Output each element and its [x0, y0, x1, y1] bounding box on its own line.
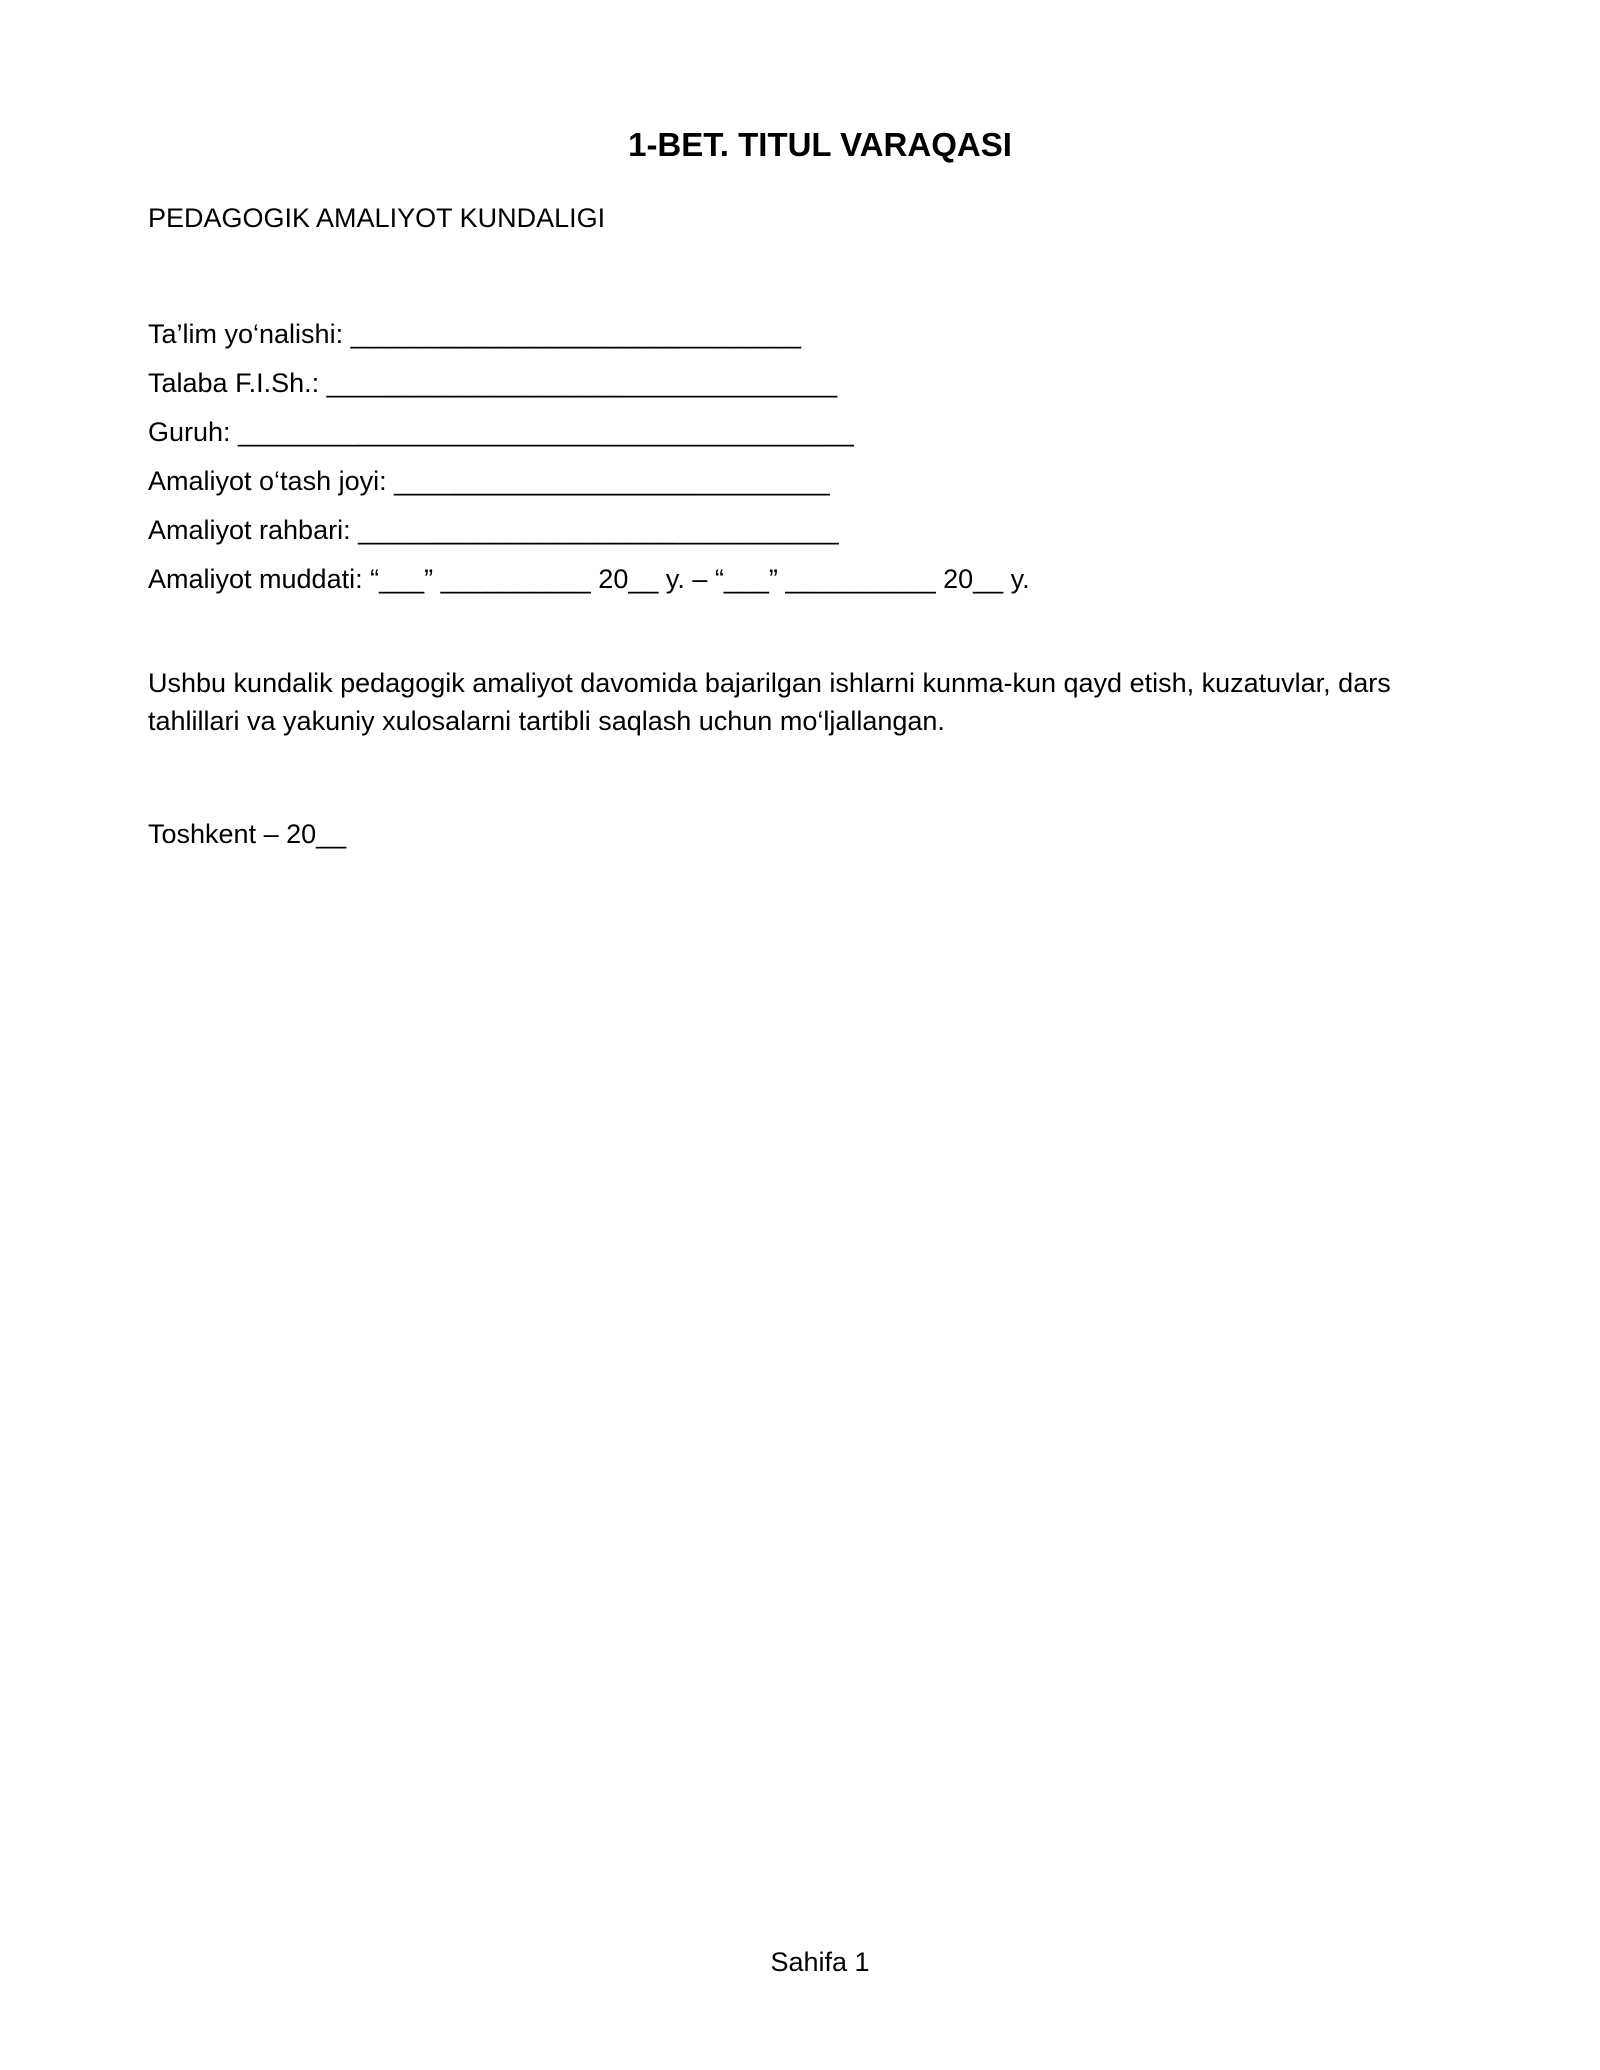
- field-label: Amaliyot muddati:: [148, 564, 363, 594]
- field-label: Amaliyot rahbari:: [148, 515, 351, 545]
- field-label: Guruh:: [148, 417, 231, 447]
- field-education-direction: [148, 310, 1468, 359]
- title-fields: [148, 310, 1468, 604]
- place-year: Toshkent – 20__: [148, 819, 347, 849]
- field-label: Ta’lim yo‘nalishi:: [148, 319, 344, 349]
- document-subtitle: PEDAGOGIK AMALIYOT KUNDALIGI: [148, 203, 606, 233]
- intro-paragraph: Ushbu kundalik pedagogik amaliyot davomida bajarilgan ishlarni kunma-kun qayd etish, kuzatuvlar, dars tahlillari va yakuniy xulosalarni tartibli saqlash uchun mo‘ljallangan.: [148, 668, 1391, 736]
- field-label: Amaliyot o‘tash joyi:: [148, 466, 387, 496]
- page-number: Sahifa 1: [770, 1947, 870, 1977]
- field-blank: ______________________________: [350, 319, 802, 349]
- field-blank: _____________________________: [394, 466, 830, 496]
- field-blank: __________________________________: [326, 368, 838, 398]
- field-label: Talaba F.I.Sh.:: [148, 368, 320, 398]
- field-practice-period: [148, 555, 1468, 604]
- field-practice-supervisor: [148, 506, 1468, 555]
- field-group: [148, 408, 1468, 457]
- page-title: 1-BET. TITUL VARAQASI: [628, 126, 1012, 163]
- field-blank: “___” __________ 20__ y. – “___” __________ 20__ y.: [370, 564, 1030, 594]
- field-blank: ________________________________: [358, 515, 839, 545]
- field-blank: _________________________________________: [238, 417, 854, 447]
- field-student-name: [148, 359, 1468, 408]
- field-practice-place: [148, 457, 1468, 506]
